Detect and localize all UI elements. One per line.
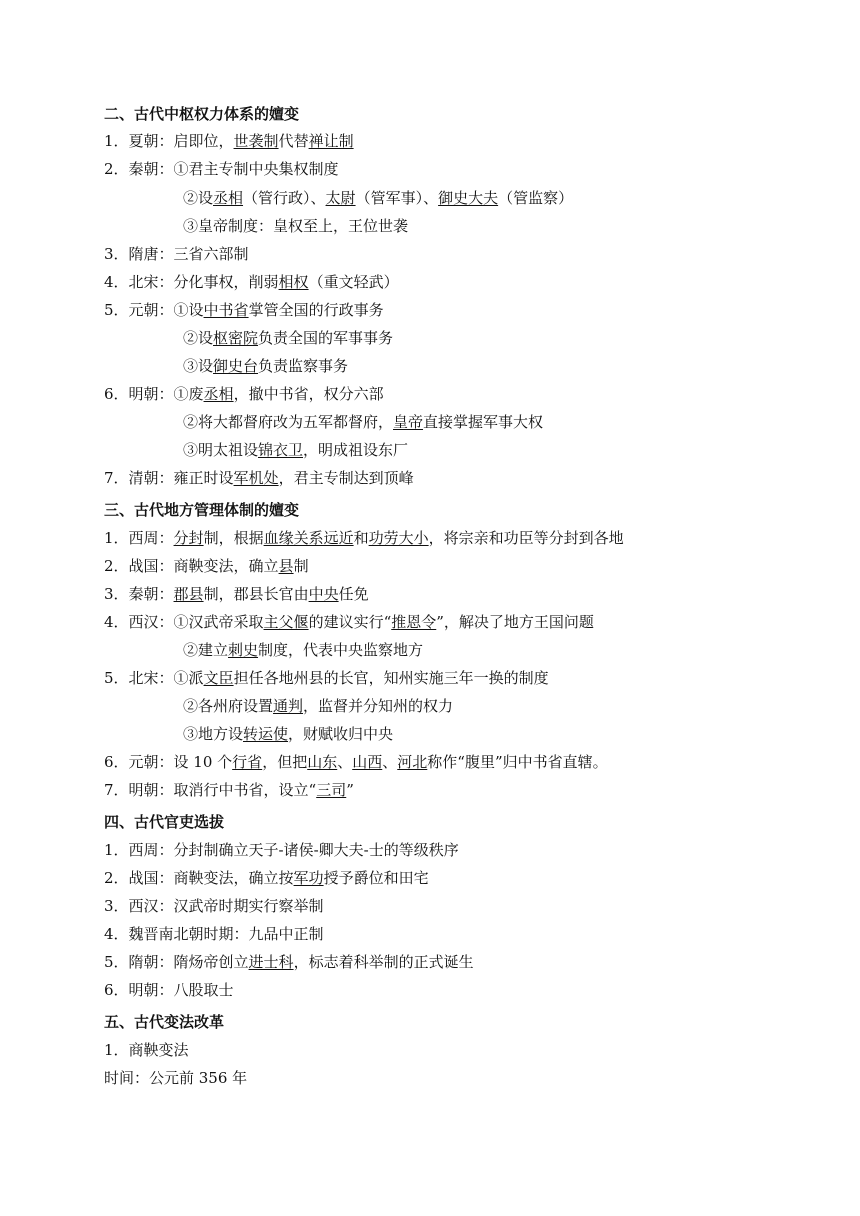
text-line [183, 696, 453, 716]
underlined-term: 锦衣卫 [258, 441, 304, 459]
text-line [104, 840, 459, 860]
text-segment: 5．北宋：①派 [104, 669, 204, 687]
text-segment: ③地方设 [183, 725, 244, 743]
text-line [104, 1068, 247, 1088]
text-segment: ”，解决了地方王国问题 [436, 613, 594, 631]
text-segment: 3．秦朝： [104, 585, 174, 603]
text-segment: （重文轻武） [308, 273, 399, 291]
text-segment: 和 [353, 529, 369, 547]
underlined-term: 军功 [293, 869, 324, 887]
text-line [183, 724, 393, 744]
text-segment: ，但把 [262, 753, 308, 771]
underlined-term: 世袭制 [233, 132, 279, 150]
underlined-term: 军机处 [233, 469, 279, 487]
text-segment: ②将大都督府改为五军都督府， [183, 413, 394, 431]
underlined-term: 刺史 [228, 641, 259, 659]
underlined-term: 相权 [278, 273, 309, 291]
text-line [104, 384, 384, 404]
text-segment: ，标志着科举制的正式诞生 [293, 953, 474, 971]
underlined-term: 推恩令 [391, 613, 437, 631]
text-segment: 1．商鞅变法 [104, 1041, 189, 1059]
text-segment: 5．隋朝：隋炀帝创立 [104, 953, 249, 971]
text-segment: ，明成祖设东厂 [303, 441, 409, 459]
text-line [183, 440, 408, 460]
text-segment: 6．明朝：①废 [104, 385, 204, 403]
underlined-term: 文臣 [203, 669, 234, 687]
text-segment: 2．战国：商鞅变法，确立 [104, 557, 279, 575]
text-line [104, 244, 249, 264]
text-segment: ③明太祖设 [183, 441, 259, 459]
section-heading [104, 104, 299, 124]
text-segment: 3．隋唐：三省六部制 [104, 245, 249, 263]
text-segment: （管监察） [498, 189, 574, 207]
text-segment: 1．夏朝：启即位， [104, 132, 234, 150]
text-segment: 掌管全国的行政事务 [248, 301, 384, 319]
text-segment: 三、古代地方管理体制的嬗变 [104, 501, 300, 519]
text-line [104, 272, 399, 292]
text-segment: 1．西周：分封制确立天子-诸侯-卿大夫-士的等级秩序 [104, 841, 459, 859]
text-segment: 6．明朝：八股取士 [104, 981, 234, 999]
underlined-term: 太尉 [325, 189, 356, 207]
text-line [104, 952, 474, 972]
text-line [104, 556, 309, 576]
underlined-term: 通判 [273, 697, 304, 715]
text-segment: 负责全国的军事事务 [258, 329, 394, 347]
text-line [104, 780, 354, 800]
text-segment: 、 [382, 753, 398, 771]
text-segment: ，财赋收归中央 [288, 725, 394, 743]
text-line [104, 668, 549, 688]
text-segment: 4．魏晋南北朝时期：九品中正制 [104, 925, 324, 943]
underlined-term: 进士科 [248, 953, 294, 971]
underlined-term: 转运使 [243, 725, 289, 743]
text-segment: 四、古代官吏选拔 [104, 813, 225, 831]
underlined-term: 三司 [316, 781, 347, 799]
text-line [183, 328, 393, 348]
text-segment: 2．秦朝：①君主专制中央集权制度 [104, 160, 339, 178]
text-segment: （管军事）、 [355, 189, 439, 207]
text-segment: ，撤中书省，权分六部 [233, 385, 384, 403]
text-line [104, 612, 594, 632]
underlined-term: 皇帝 [393, 413, 424, 431]
text-segment: 制 [293, 557, 309, 575]
text-line [183, 188, 573, 208]
text-line [104, 896, 324, 916]
underlined-term: 御史大夫 [438, 189, 499, 207]
text-segment: ②设 [183, 329, 214, 347]
underlined-term: 禅让制 [308, 132, 354, 150]
text-segment: ②各州府设置 [183, 697, 274, 715]
underlined-term: 丞相 [213, 189, 244, 207]
text-segment: ” [346, 781, 354, 799]
text-segment: 、 [337, 753, 353, 771]
text-segment: （管行政）、 [243, 189, 326, 207]
text-segment: 4．西汉：①汉武帝采取 [104, 613, 264, 631]
text-segment: 2．战国：商鞅变法，确立按 [104, 869, 294, 887]
underlined-term: 山西 [352, 753, 383, 771]
text-segment: 的建议实行“ [308, 613, 392, 631]
text-segment: 6．元朝：设 10 个 [104, 753, 233, 771]
underlined-term: 分封 [173, 529, 204, 547]
text-segment: 二、古代中枢权力体系的嬗变 [104, 105, 300, 123]
underlined-term: 功劳大小 [368, 529, 429, 547]
section-heading [104, 812, 224, 832]
text-segment: 直接掌握军事大权 [423, 413, 544, 431]
text-segment: 4．北宋：分化事权，削弱 [104, 273, 279, 291]
text-segment: ，监督并分知州的权力 [303, 697, 454, 715]
text-line [104, 1040, 189, 1060]
text-segment: 五、古代变法改革 [104, 1013, 225, 1031]
text-segment: 授予爵位和田宅 [323, 869, 429, 887]
text-line [104, 468, 414, 488]
underlined-term: 丞相 [203, 385, 234, 403]
text-segment: 负责监察事务 [258, 357, 349, 375]
text-segment: 制，郡县长官由 [203, 585, 309, 603]
text-segment: 7．清朝：雍正时设 [104, 469, 234, 487]
text-segment: ③设 [183, 357, 214, 375]
text-line [183, 412, 543, 432]
underlined-term: 山东 [307, 753, 338, 771]
text-segment: 代替 [278, 132, 309, 150]
text-line [104, 300, 384, 320]
text-line [104, 584, 369, 604]
underlined-term: 河北 [397, 753, 428, 771]
underlined-term: 中央 [308, 585, 339, 603]
underlined-term: 主父偃 [263, 613, 309, 631]
underlined-term: 中书省 [203, 301, 249, 319]
text-line [183, 356, 348, 376]
text-line [104, 159, 339, 179]
text-segment: ③皇帝制度：皇权至上，王位世袭 [183, 217, 409, 235]
underlined-term: 御史台 [213, 357, 259, 375]
underlined-term: 血缘关系远近 [263, 529, 354, 547]
text-segment: 制度，代表中央监察地方 [258, 641, 424, 659]
text-line [104, 752, 608, 772]
text-segment: 时间：公元前 356 年 [104, 1069, 248, 1087]
text-segment: 3．西汉：汉武帝时期实行察举制 [104, 897, 324, 915]
text-segment: ②设 [183, 189, 214, 207]
text-segment: ②建立 [183, 641, 229, 659]
section-heading [104, 500, 299, 520]
text-segment: ，君主专制达到顶峰 [278, 469, 414, 487]
text-line [104, 868, 429, 888]
underlined-term: 枢密院 [213, 329, 259, 347]
text-line [183, 216, 408, 236]
text-line [104, 924, 324, 944]
text-segment: 制，根据 [203, 529, 264, 547]
text-segment: 担任各地州县的长官，知州实施三年一换的制度 [233, 669, 549, 687]
text-segment: 称作“腹里”归中书省直辖。 [427, 753, 608, 771]
text-segment: ，将宗亲和功臣等分封到各地 [428, 529, 624, 547]
underlined-term: 行省 [232, 753, 263, 771]
underlined-term: 县 [278, 557, 294, 575]
underlined-term: 郡县 [173, 585, 204, 603]
text-segment: 5．元朝：①设 [104, 301, 204, 319]
text-segment: 7．明朝：取消行中书省，设立“ [104, 781, 317, 799]
text-line [104, 528, 624, 548]
text-segment: 任免 [338, 585, 369, 603]
text-line [104, 980, 234, 1000]
text-segment: 1．西周： [104, 529, 174, 547]
text-line [104, 131, 354, 151]
section-heading [104, 1012, 224, 1032]
text-line [183, 640, 423, 660]
